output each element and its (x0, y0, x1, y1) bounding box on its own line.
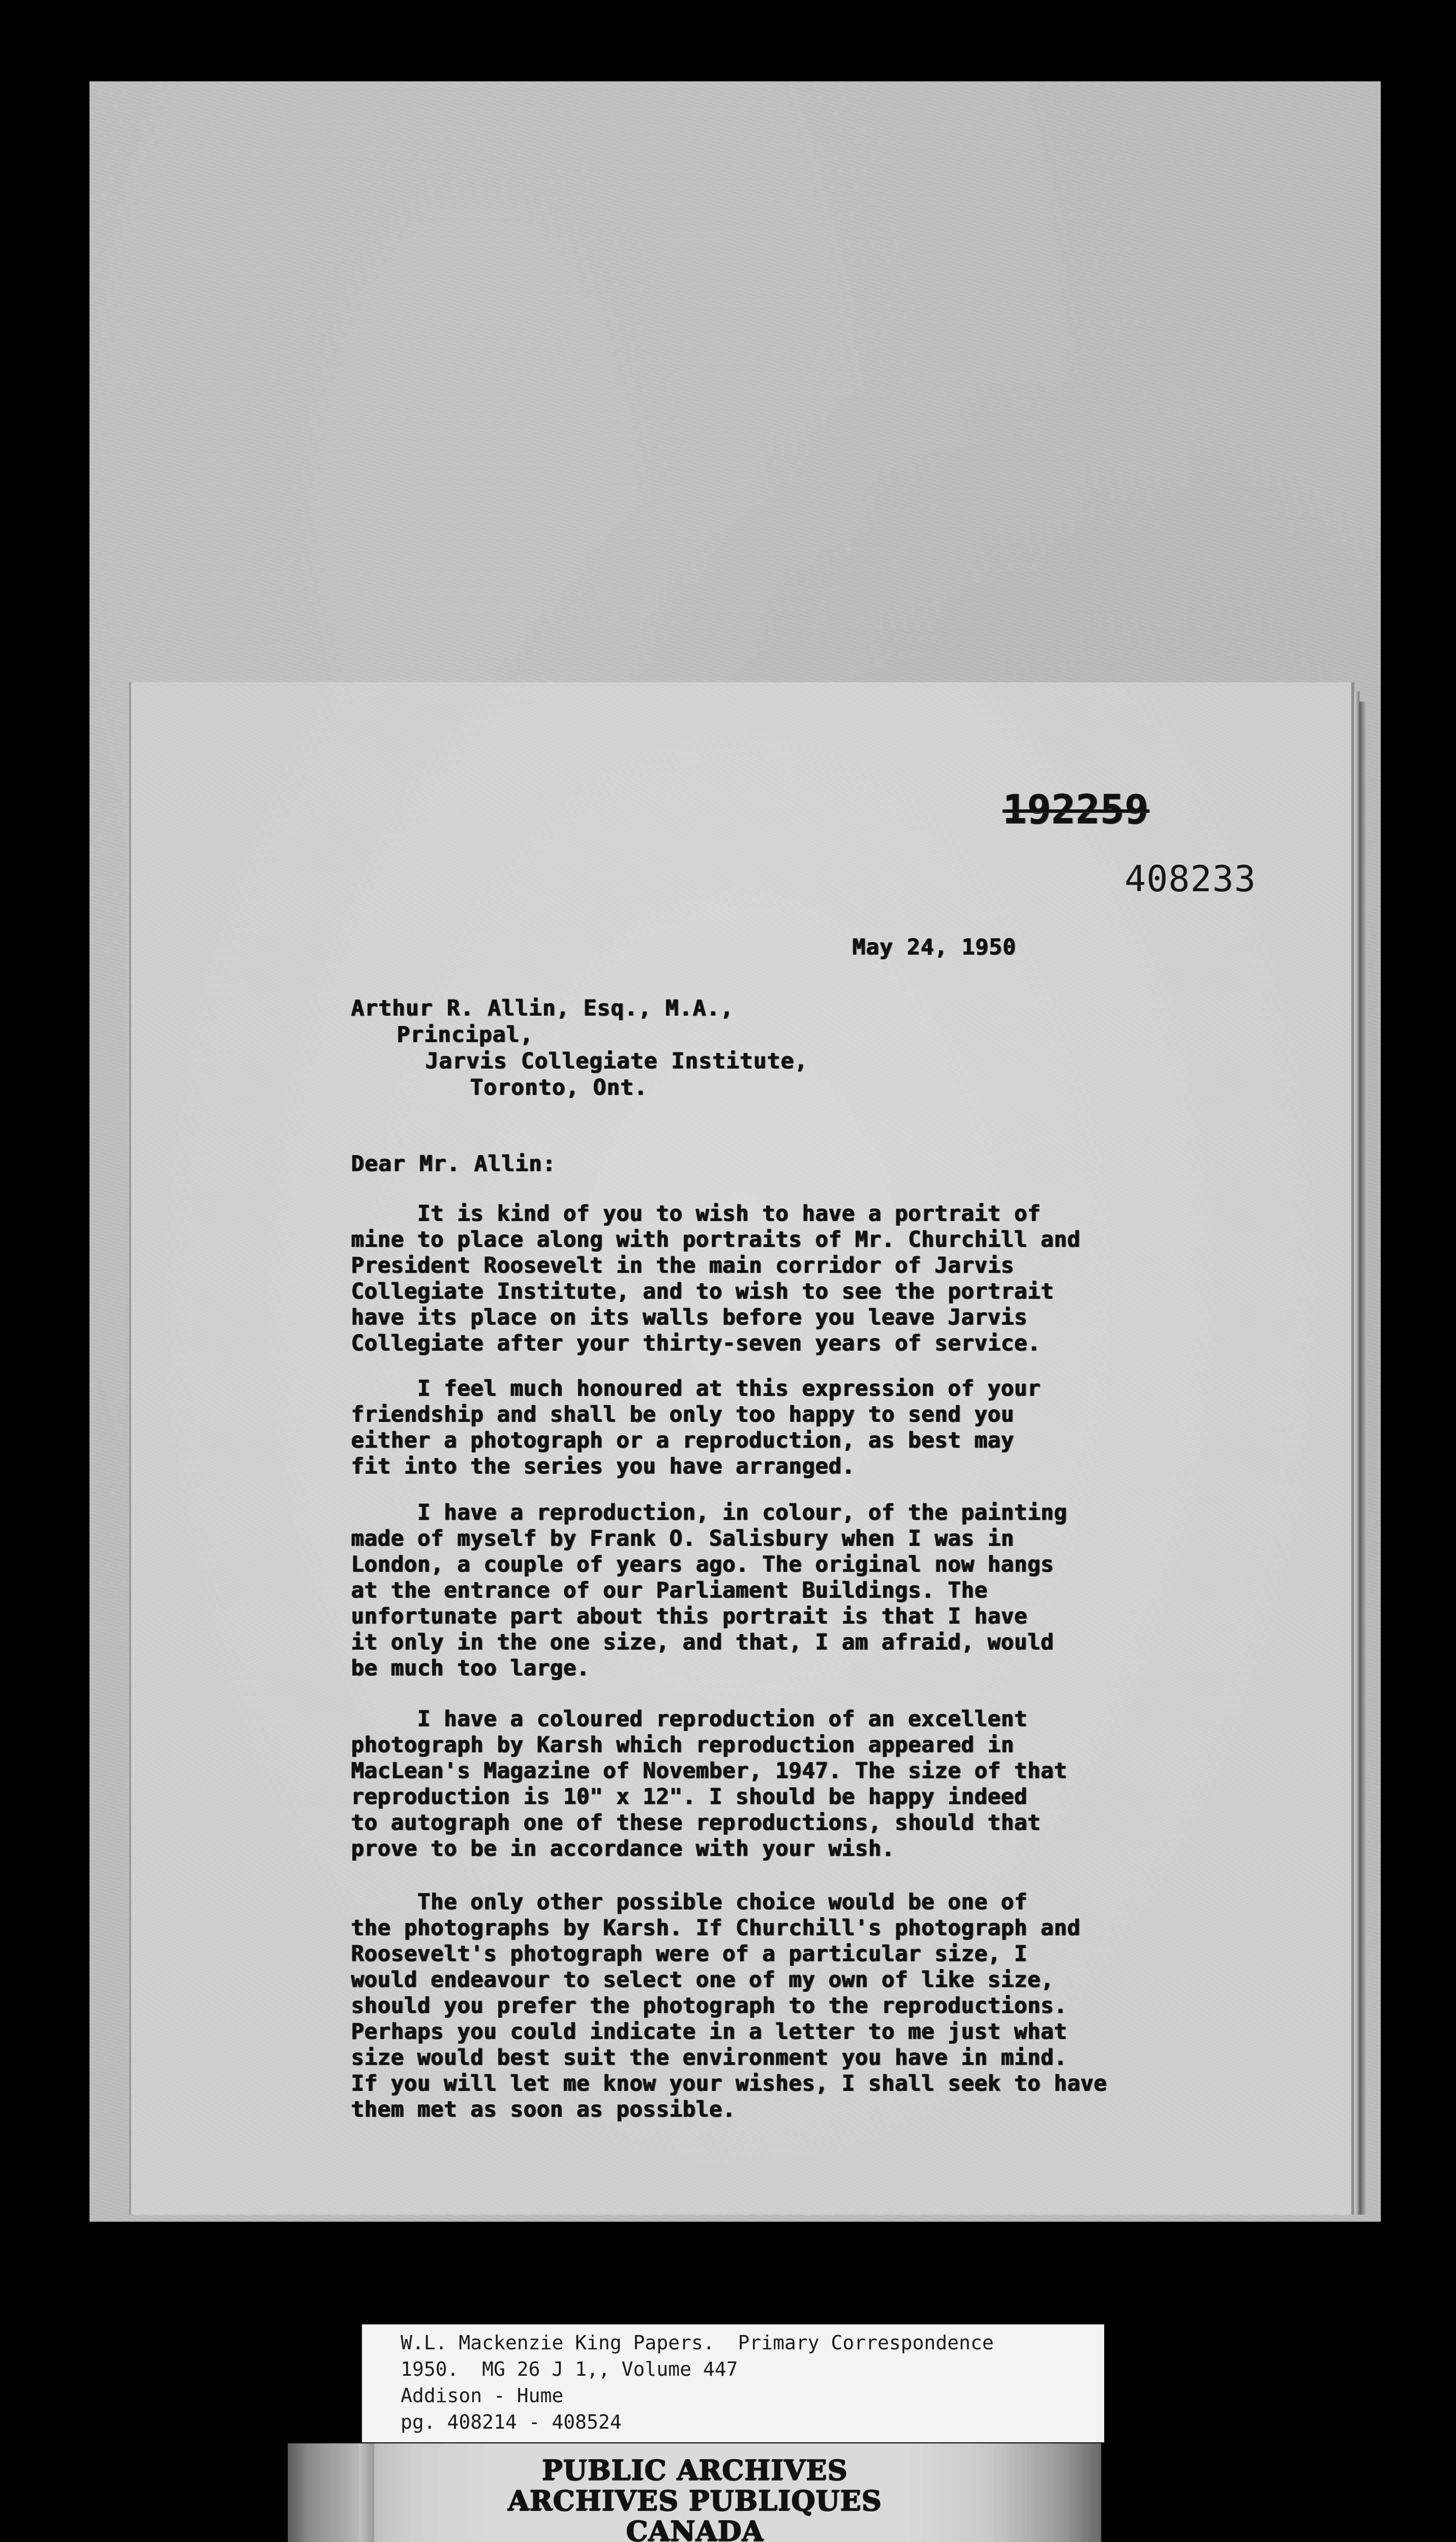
paragraph-line: unfortunate part about this portrait is that I have (351, 1604, 1027, 1629)
paragraph-line: should you prefer the photograph to the reproductions. (351, 1993, 1067, 2018)
paragraph-line: would endeavour to select one of my own of like size, (351, 1968, 1054, 1992)
paragraph-line: be much too large. (351, 1656, 590, 1681)
letter-paragraph (351, 1889, 1225, 2123)
reference-line: W.L. Mackenzie King Papers. Primary Correspondence (401, 2332, 994, 2354)
paragraph-line: friendship and shall be only too happy to send you (351, 1402, 1014, 1427)
letter-paragraph (351, 1500, 1225, 1681)
paragraph-line: it only in the one size, and that, I am afraid, would (351, 1630, 1054, 1655)
paragraph-line: If you will let me know your wishes, I shall seek to have (351, 2071, 1107, 2096)
reference-line: Addison - Hume (401, 2384, 564, 2407)
paragraph-line: the photographs by Karsh. If Churchill's photograph and (351, 1916, 1080, 1941)
address-line: Jarvis Collegiate Institute, (425, 1048, 808, 1074)
letter-paragraph (351, 1376, 1225, 1479)
paragraph-line: at the entrance of our Parliament Buildings. The (351, 1578, 988, 1603)
paragraph-line: Roosevelt's photograph were of a particular size, I (351, 1942, 1027, 1966)
paragraph-line: Perhaps you could indicate in a letter to me just what (351, 2019, 1067, 2044)
paragraph-line: to autograph one of these reproductions, should that (351, 1810, 1041, 1835)
letter-date: May 24, 1950 (852, 934, 1016, 960)
paragraph-line: photograph by Karsh which reproduction appeared in (351, 1733, 1014, 1758)
paragraph-line: mine to place along with portraits of Mr. Churchill and (351, 1227, 1080, 1252)
paragraph-line: either a photograph or a reproduction, as best may (351, 1428, 1014, 1453)
letter-paragraph (351, 1706, 1225, 1862)
paragraph-line: MacLean's Magazine of November, 1947. The size of that (351, 1759, 1067, 1783)
paragraph-line: I have a coloured reproduction of an excellent (351, 1707, 1027, 1732)
paragraph-line: made of myself by Frank O. Salisbury when I was in (351, 1526, 1014, 1551)
salutation: Dear Mr. Allin: (351, 1151, 556, 1176)
paragraph-line: I feel much honoured at this expression of your (351, 1376, 1041, 1401)
paragraph-line: I have a reproduction, in colour, of the painting (351, 1500, 1067, 1525)
paragraph-line: It is kind of you to wish to have a portrait of (351, 1201, 1041, 1226)
paragraph-line: Collegiate after your thirty-seven years of service. (351, 1331, 1041, 1356)
reference-line: 1950. MG 26 J 1,, Volume 447 (401, 2358, 738, 2380)
reference-line: pg. 408214 - 408524 (401, 2411, 622, 2433)
paragraph-line: them met as soon as possible. (351, 2097, 736, 2122)
paragraph-line: Collegiate Institute, and to wish to see the portrait (351, 1279, 1054, 1304)
paragraph-line: have its place on its walls before you leave Jarvis (351, 1305, 1027, 1330)
address-line: Arthur R. Allin, Esq., M.A., (351, 995, 734, 1021)
sheet-edge (1359, 702, 1367, 2215)
paragraph-line: The only other possible choice would be one of (351, 1890, 1027, 1915)
paragraph-line: size would best suit the environment you have in mind. (351, 2045, 1067, 2070)
archival-reference-label (362, 2324, 1104, 2442)
address-line: Principal, (397, 1022, 533, 1047)
paragraph-line: President Roosevelt in the main corridor of Jarvis (351, 1253, 1014, 1278)
letter-paragraph (351, 1201, 1225, 1356)
stamp-line: ARCHIVES PUBLIQUES (507, 2484, 882, 2517)
paragraph-line: London, a couple of years ago. The original now hangs (351, 1552, 1054, 1577)
archives-stamp (288, 2443, 1101, 2542)
document-number: 408233 (1125, 858, 1256, 900)
stamp-line: PUBLIC ARCHIVES (541, 2454, 847, 2486)
paragraph-line: reproduction is 10" x 12". I should be happy indeed (351, 1784, 1027, 1809)
paragraph-line: prove to be in accordance with your wish. (351, 1836, 895, 1861)
paragraph-line: fit into the series you have arranged. (351, 1454, 855, 1479)
old-document-number: 192259 (1003, 787, 1149, 833)
address-line: Toronto, Ont. (470, 1075, 648, 1100)
stamp-line: CANADA (625, 2515, 764, 2542)
